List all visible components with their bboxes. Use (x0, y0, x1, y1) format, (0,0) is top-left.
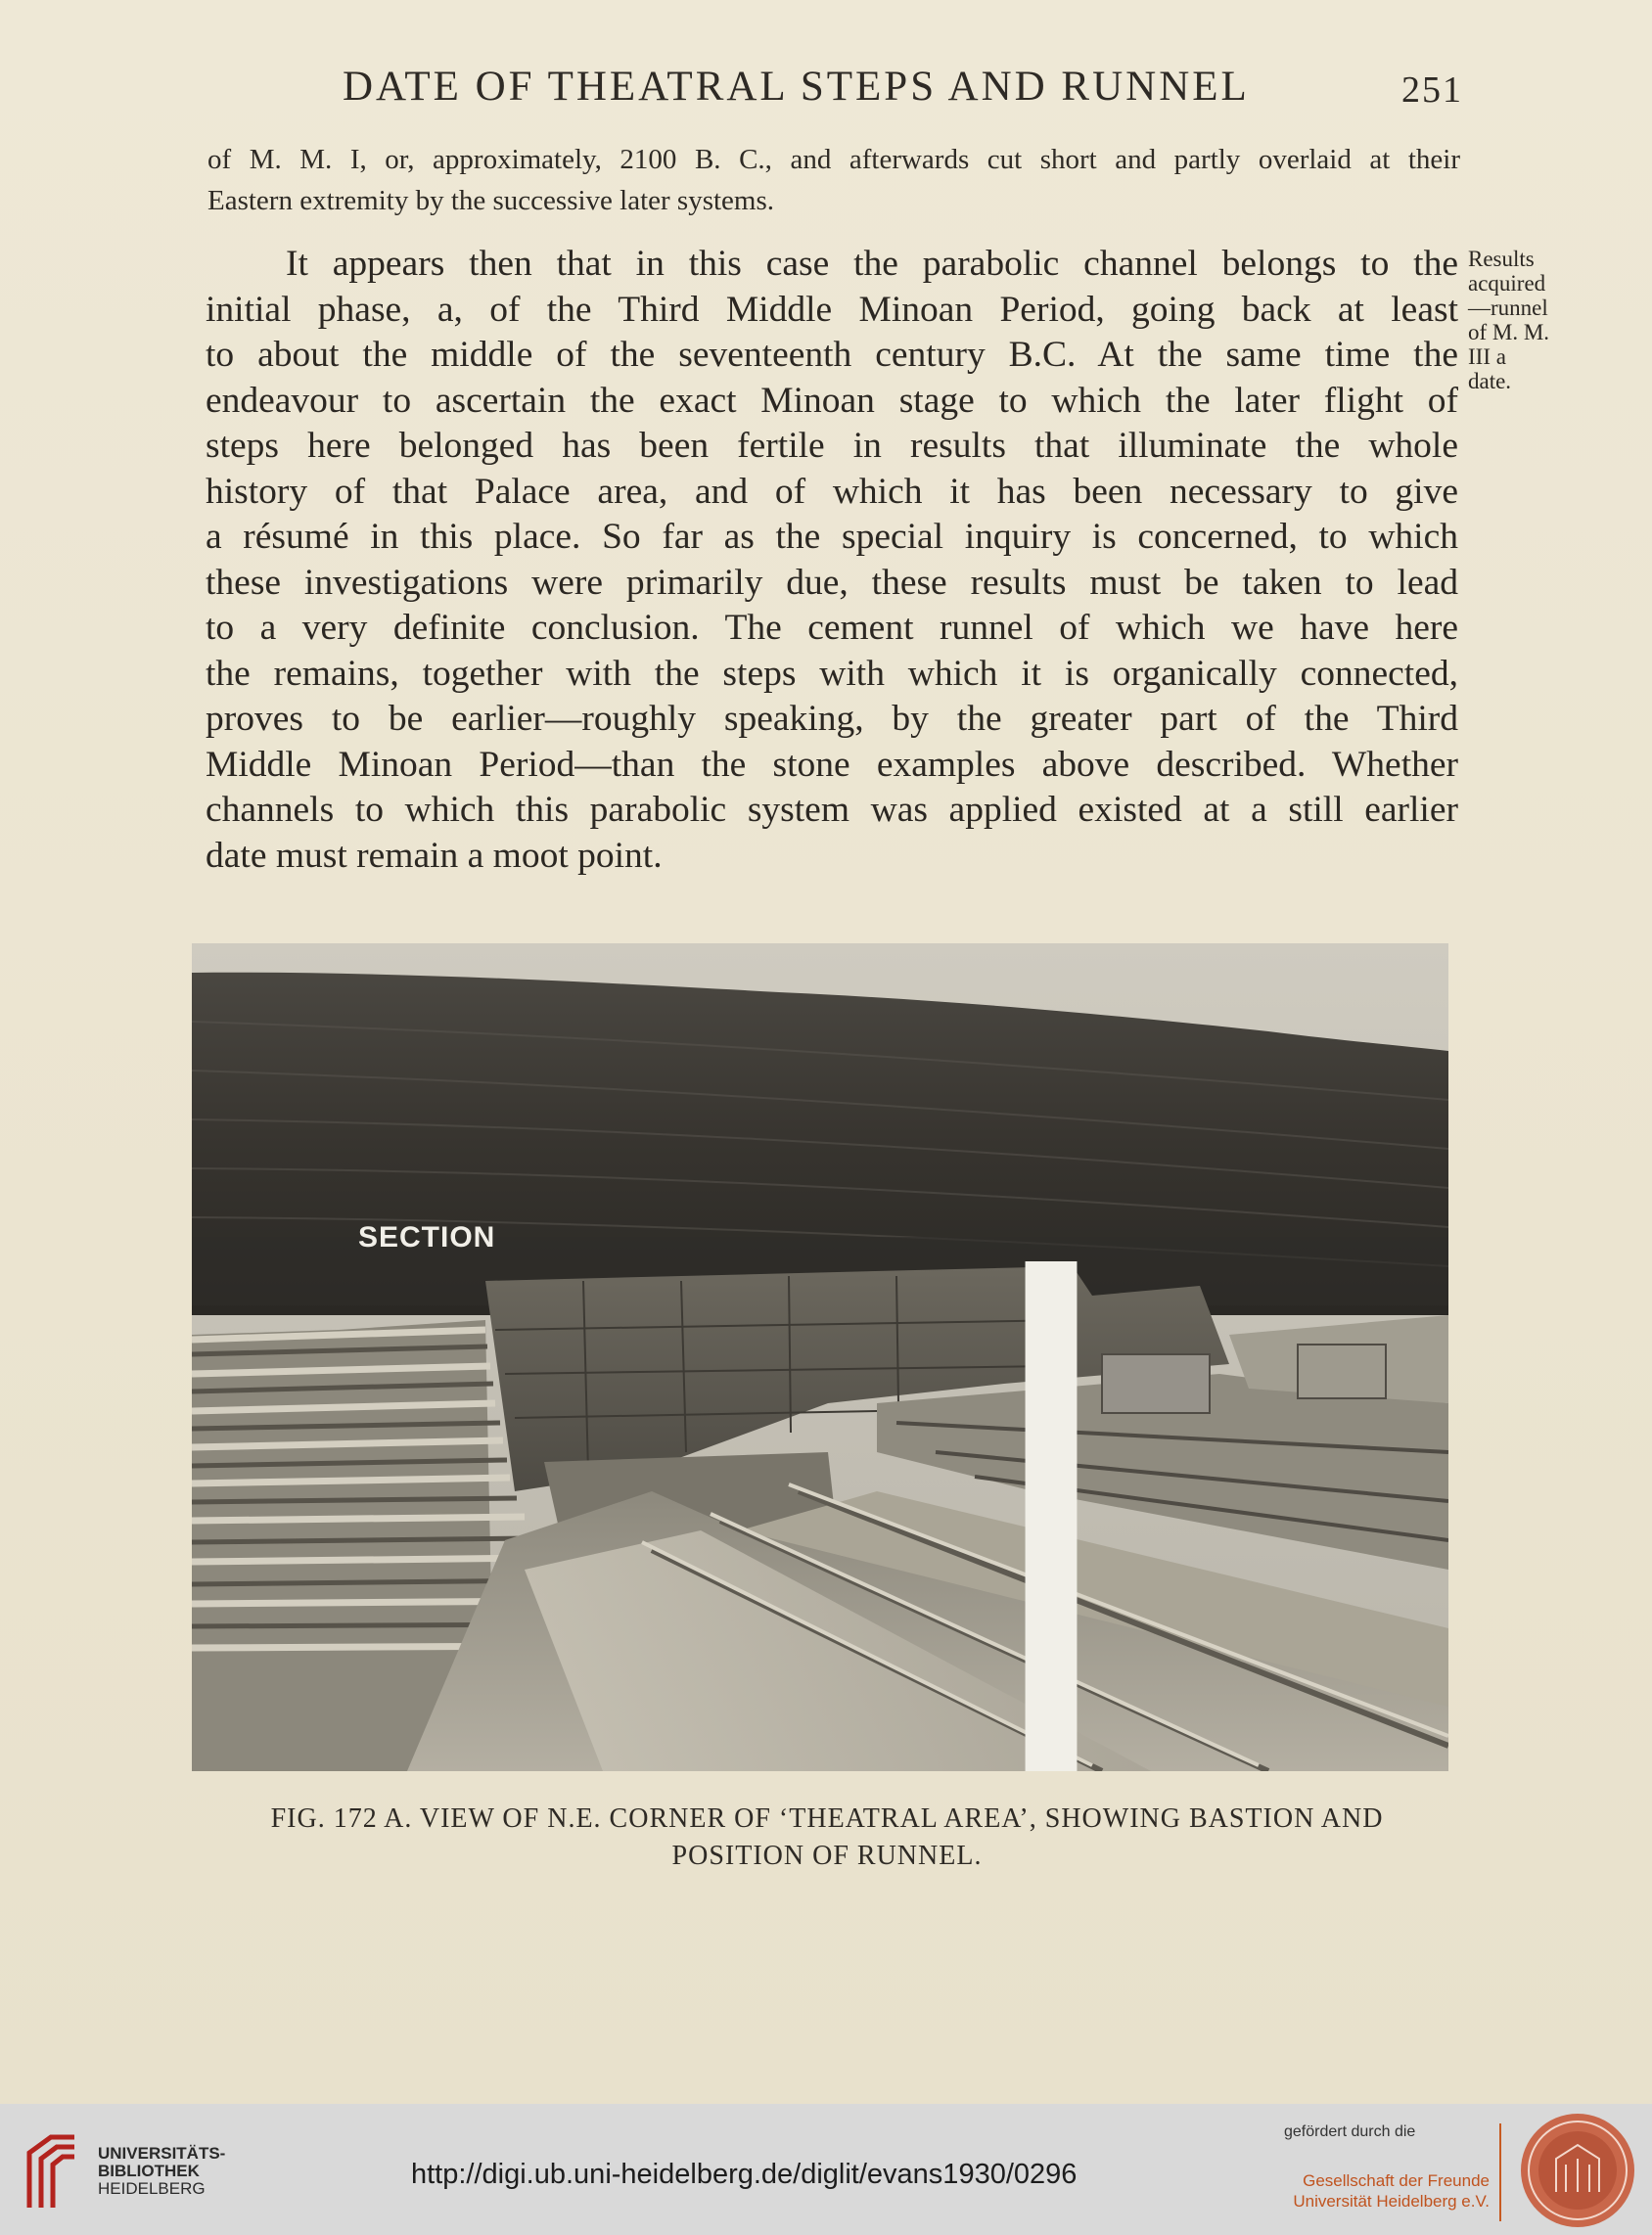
running-title: DATE OF THEATRAL STEPS AND RUNNEL (343, 64, 1250, 110)
sponsor-label: gefördert durch die (1284, 2123, 1416, 2140)
paragraph-line: initial phase, a, of the Third Middle Minoan Period, going back at least (206, 289, 1458, 330)
page-number: 251 (1401, 69, 1463, 111)
paragraph-line: endeavour to ascertain the exact Minoan stage to which the later flight of (206, 380, 1458, 421)
margin-note-line: Results (1468, 247, 1535, 271)
intro-line: of M. M. I, or, approximately, 2100 B. C., and afterwards cut short and partly overlaid at their (207, 144, 1460, 175)
library-name (98, 2145, 225, 2198)
footer-divider (1499, 2123, 1501, 2221)
sponsor-name (1274, 2170, 1490, 2212)
section-label: SECTION (358, 1221, 496, 1254)
caption-line: POSITION OF RUNNEL. (671, 1841, 983, 1871)
running-header (206, 59, 1463, 117)
paragraph-line: channels to which this parabolic system was applied existed at a still earlier (206, 790, 1458, 830)
continuation-paragraph (207, 139, 1460, 221)
paragraph-line: these investigations were primarily due, these results must be taken to lead (206, 562, 1458, 603)
margin-note (1468, 247, 1576, 393)
library-name-line: BIBLIOTHEK (98, 2162, 200, 2180)
margin-note-line: —runnel (1468, 296, 1548, 320)
paragraph-line: history of that Palace area, and of which it has been necessary to give (206, 471, 1458, 512)
paragraph-line: to a very definite conclusion. The cement runnel of which we have here (206, 608, 1458, 648)
university-library-logo-icon (22, 2129, 82, 2212)
paragraph-line: steps here belonged has been fertile in results that illuminate the whole (206, 426, 1458, 466)
university-seal-icon (1517, 2110, 1638, 2231)
margin-note-line: III a (1468, 344, 1506, 369)
figure-caption (196, 1801, 1458, 1875)
photograph-plate (192, 943, 1448, 1771)
margin-note-line: acquired (1468, 271, 1546, 296)
permalink-url[interactable]: http://digi.ub.uni-heidelberg.de/diglit/evans1930/0296 (411, 2159, 1078, 2190)
paragraph-line: It appears then that in this case the parabolic channel belongs to the (286, 244, 1458, 284)
sponsor-name-line: Gesellschaft der Freunde (1303, 2171, 1490, 2190)
paragraph-line: proves to be earlier—roughly speaking, by the greater part of the Third (206, 699, 1458, 739)
main-paragraph (206, 242, 1458, 879)
down-arrow-icon (423, 1261, 1448, 1771)
sponsor-name-line: Universität Heidelberg e.V. (1293, 2192, 1490, 2211)
intro-line: Eastern extremity by the successive later systems. (207, 185, 775, 216)
paragraph-line: Middle Minoan Period—than the stone examples above described. Whether (206, 744, 1458, 785)
caption-line: FIG. 172 A. VIEW OF N.E. CORNER OF ‘THEATRAL AREA’, SHOWING BASTION AND (270, 1803, 1384, 1834)
digitization-footer (0, 2104, 1652, 2235)
margin-note-line: of M. M. (1468, 320, 1550, 344)
library-name-line: HEIDELBERG (98, 2179, 206, 2198)
margin-note-line: date. (1468, 369, 1512, 393)
paragraph-line: to about the middle of the seventeenth century B.C. At the same time the (206, 335, 1458, 375)
paragraph-line: a résumé in this place. So far as the special inquiry is concerned, to which (206, 517, 1458, 557)
paragraph-line: date must remain a moot point. (206, 835, 663, 876)
paragraph-line: the remains, together with the steps with which it is organically connected, (206, 653, 1458, 694)
library-name-line: UNIVERSITÄTS- (98, 2144, 226, 2163)
